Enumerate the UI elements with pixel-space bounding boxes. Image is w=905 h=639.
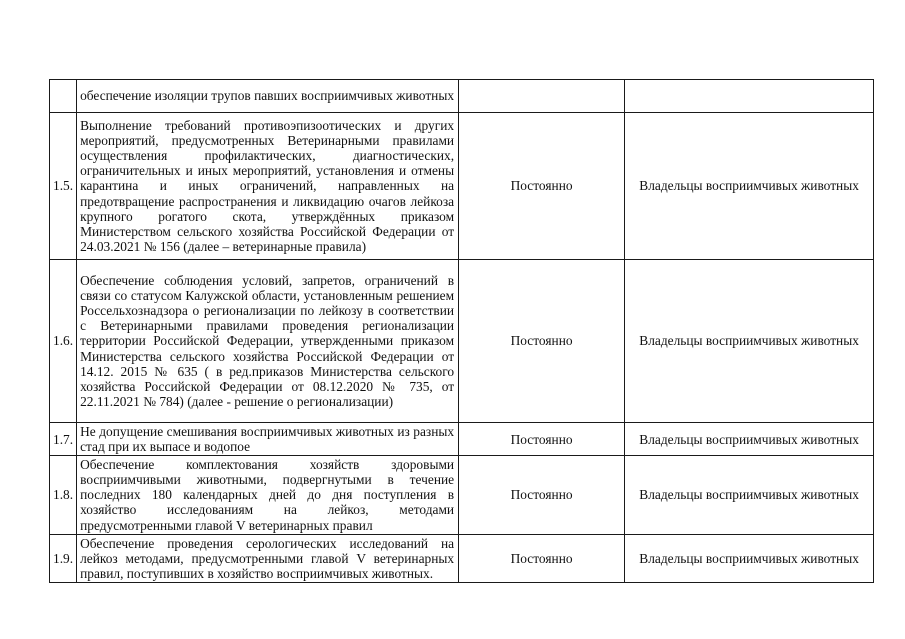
row-number: 1.8.: [50, 456, 77, 534]
measure-description: Обеспечение комплектования хозяйств здоровыми восприимчивыми животными, подвергнутыми в течение последних 180 календарных дней до дня поступления в хозяйство исследованиям на лейкоз, методами предусмотренными главой V ветеринарных правил: [77, 456, 459, 534]
measure-term: Постоянно: [459, 423, 625, 456]
table-row: [50, 456, 874, 534]
measure-responsible: Владельцы восприимчивых животных: [625, 534, 874, 582]
row-number: 1.5.: [50, 113, 77, 260]
measure-responsible: Владельцы восприимчивых животных: [625, 423, 874, 456]
table-row: [50, 80, 874, 113]
measure-description: Обеспечение проведения серологических исследований на лейкоз методами, предусмотренными главой V ветеринарных правил, поступивших в хозяйство восприимчивых животных.: [77, 534, 459, 582]
measure-description: Обеспечение соблюдения условий, запретов, ограничений в связи со статусом Калужской области, установленным решением Россельхознадзора о регионализации по лейкозу в соответствии с Ветеринарными правилами проведения регионализации территории Российской Федерации, утвержденными приказом Министерства сельского хозяйства Российской Федерации от 14.12. 2015 № 635 ( в ред.приказов Министерства сельского хозяйства Российской Федерации от 08.12.2020 № 735, от 22.11.2021 № 784) (далее - решение о регионализации): [77, 260, 459, 423]
measure-term: Постоянно: [459, 534, 625, 582]
measure-description: Не допущение смешивания восприимчивых животных из разных стад при их выпасе и водопое: [77, 423, 459, 456]
table-row: [50, 260, 874, 423]
measure-description: Выполнение требований противоэпизоотических и других мероприятий, предусмотренных Ветеринарными правилами осуществления профилактических, диагностических, ограничительных и иных мероприятий, установления и отмены карантина и иных ограничений, направленных на предотвращение распространения и ликвидацию очагов лейкоза крупного рогатого скота, утверждённых приказом Министерством сельского хозяйства Российской Федерации от 24.03.2021 № 156 (далее – ветеринарные правила): [77, 113, 459, 260]
row-number: 1.9.: [50, 534, 77, 582]
measure-responsible: [625, 80, 874, 113]
row-number: [50, 80, 77, 113]
measure-responsible: Владельцы восприимчивых животных: [625, 456, 874, 534]
measure-term: Постоянно: [459, 113, 625, 260]
measure-term: Постоянно: [459, 260, 625, 423]
measure-responsible: Владельцы восприимчивых животных: [625, 113, 874, 260]
table-row: [50, 113, 874, 260]
row-number: 1.7.: [50, 423, 77, 456]
table-row: [50, 534, 874, 582]
measure-term: [459, 80, 625, 113]
table-row: [50, 423, 874, 456]
measure-responsible: Владельцы восприимчивых животных: [625, 260, 874, 423]
measure-description: обеспечение изоляции трупов павших восприимчивых животных: [77, 80, 459, 113]
row-number: 1.6.: [50, 260, 77, 423]
measures-table: [49, 79, 874, 583]
measure-term: Постоянно: [459, 456, 625, 534]
